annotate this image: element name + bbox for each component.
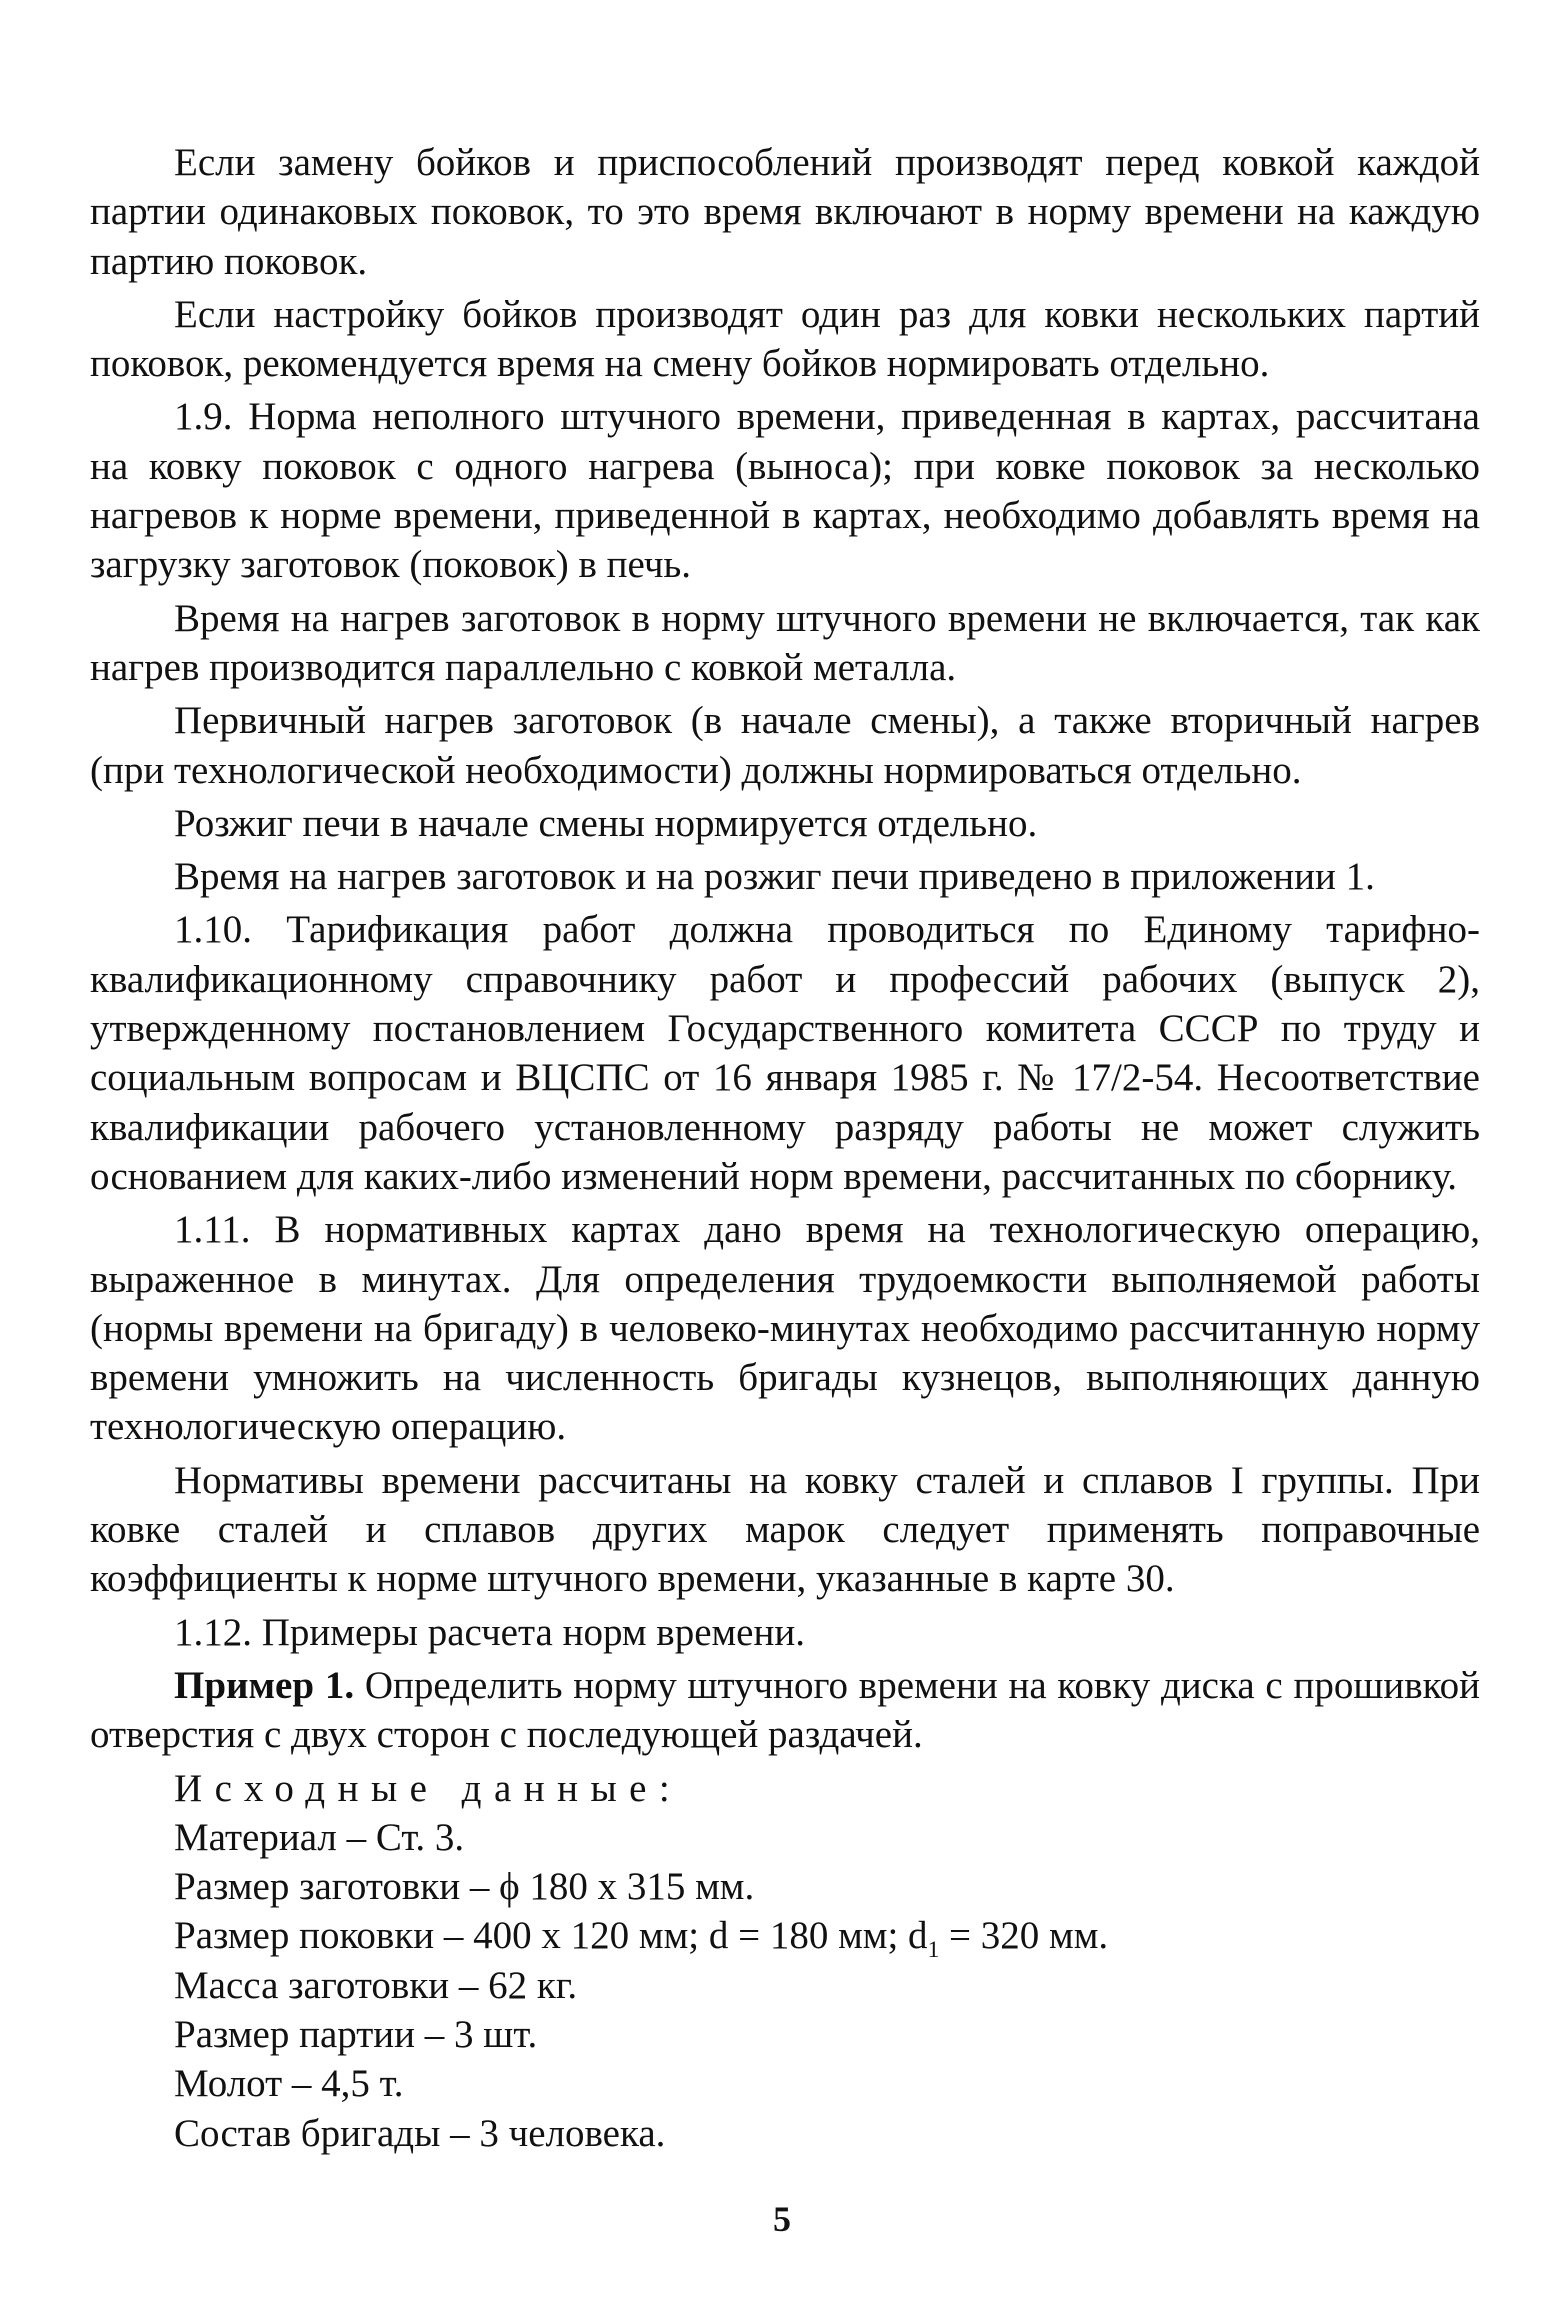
paragraph-section-1-12: 1.12. Примеры расчета норм времени. (174, 1610, 805, 1654)
paragraph-tool-setup-once: Если настройку бойков производят один раз для ковки нескольких партий поковок, рекомендуется время на смену бойков нормировать отдельно. (90, 292, 1480, 386)
paragraph-appendix-reference: Время на нагрев заготовок и на розжиг печи приведено в приложении 1. (174, 855, 1375, 899)
forging-size-suffix: = 320 мм. (939, 1914, 1109, 1958)
initial-data-forging-size (90, 1911, 1480, 1964)
initial-data-material: Материал – Ст. 3. (174, 1815, 465, 1859)
paragraph-primary-heating: Первичный нагрев заготовок (в начале смены), а также вторичный нагрев (при технологической необходимости) должны нормироваться отдельно. (90, 699, 1480, 792)
example-label: Пример 1. (174, 1663, 355, 1707)
paragraph-tool-change-per-batch: Если замену бойков и приспособлений производят перед ковкой каждой партии одинаковых поковок, то это время включают в норму времени на каждую партию поковок. (90, 141, 1480, 283)
forging-size-subscript: 1 (927, 1937, 940, 1964)
page-body (90, 138, 1480, 2158)
page-number: 5 (773, 2199, 791, 2239)
paragraph-section-1-10: 1.10. Тарификация работ должна проводиться по Единому тарифно-квалификационному справочнику работ и профессий рабочих (выпуск 2), утвержденному постановлением Государственного комитета СССР по труду и социальным вопросам и ВЦСПС от 16 января 1985 г. № 17/2-54. Несоответствие квалификации рабочего установленному разряду работы не может служить основанием для каких-либо изменений норм времени, рассчитанных по сборнику. (90, 908, 1480, 1198)
paragraph-example-1 (90, 1661, 1480, 1760)
paragraph-section-1-11: 1.11. В нормативных картах дано время на технологическую операцию, выраженное в минутах. Для определения трудоемкости выполняемой работы (нормы времени на бригаду) в человеко-минутах необходимо рассчитанную норму времени умножить на численность бригады кузнецов, выполняющих данную технологическую операцию. (90, 1208, 1480, 1449)
initial-data-heading: Исходные данные: (174, 1766, 683, 1810)
example-text: Определить норму штучного времени на ковку диска с прошивкой отверстия с двух сторон с последующей раздачей. (90, 1663, 1481, 1757)
forging-size-prefix: Размер поковки – 400 x 120 мм; d = 180 мм; d (174, 1914, 928, 1958)
paragraph-correction-factors: Нормативы времени рассчитаны на ковку сталей и сплавов I группы. При ковке сталей и сплавов других марок следует применять поправочные коэффициенты к норме штучного времени, указанные в карте 30. (90, 1458, 1480, 1601)
initial-data-batch-size: Размер партии – 3 шт. (174, 2012, 538, 2056)
initial-data-crew: Состав бригады – 3 человека. (174, 2111, 666, 2155)
initial-data-hammer: Молот – 4,5 т. (174, 2062, 404, 2106)
paragraph-section-1-9: 1.9. Норма неполного штучного времени, приведенная в картах, рассчитана на ковку поковок с одного нагрева (выноса); при ковке поковок за несколько нагревов к норме времени, приведенной в картах, необходимо добавлять время на загрузку заготовок (поковок) в печь. (90, 395, 1480, 587)
initial-data-blank-size: Размер заготовки – ϕ 180 x 315 мм. (174, 1865, 755, 1909)
paragraph-heating-time: Время на нагрев заготовок в норму штучного времени не включается, так как нагрев производится параллельно с ковкой металла. (90, 596, 1480, 689)
paragraph-furnace-ignition: Розжиг печи в начале смены нормируется отдельно. (174, 801, 1038, 845)
initial-data-blank-mass: Масса заготовки – 62 кг. (174, 1963, 578, 2007)
